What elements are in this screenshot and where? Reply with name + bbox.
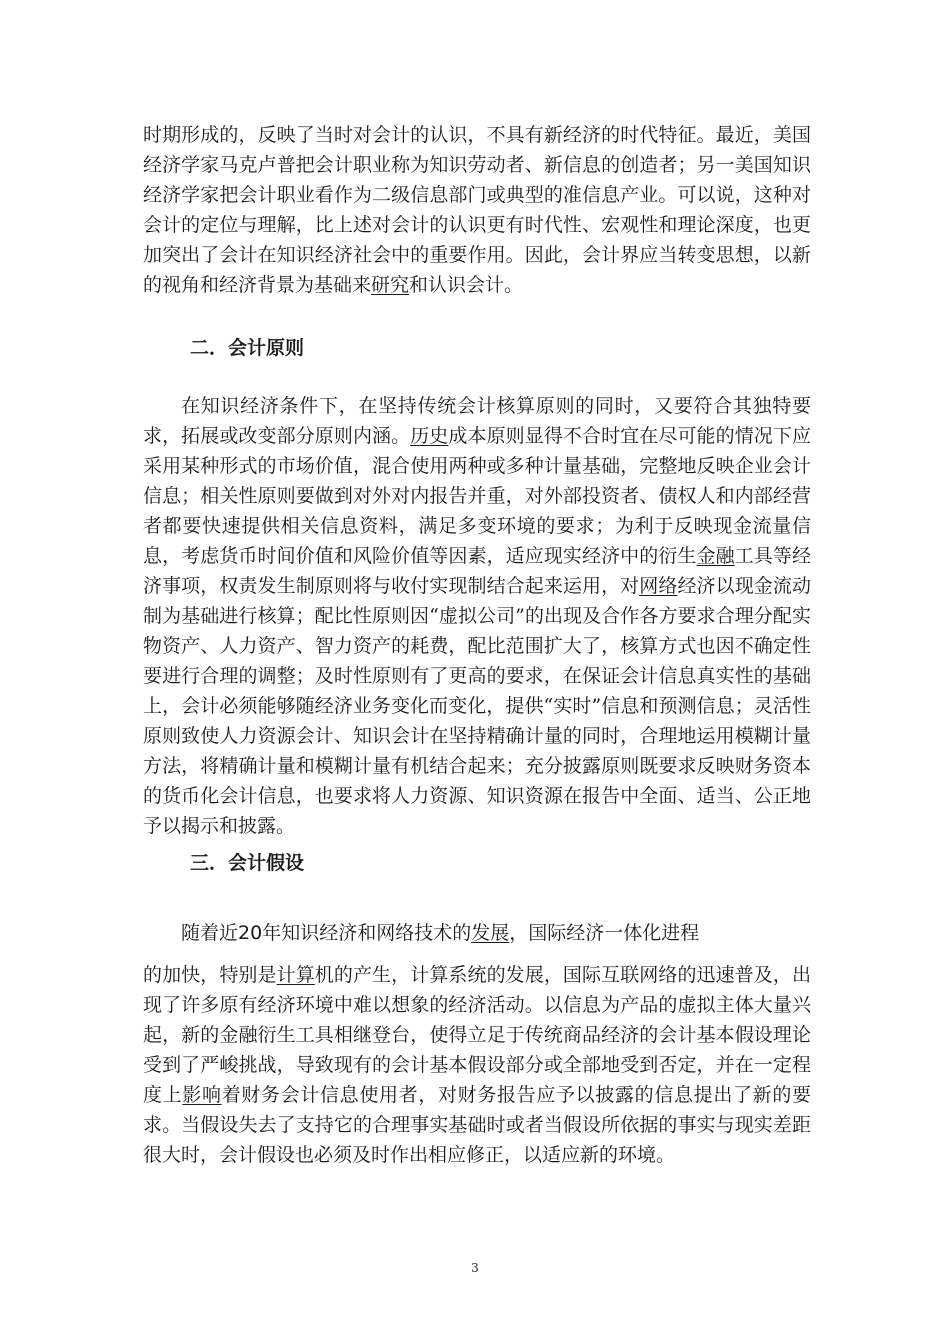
link-history[interactable]: 历史 xyxy=(410,425,449,447)
paragraph-accounting-principles xyxy=(143,391,811,841)
paragraph-text: ，国际经济一体化进程 xyxy=(509,922,700,944)
paragraph-text: 年知识经济和网络技术的 xyxy=(262,922,472,944)
link-finance[interactable]: 金融 xyxy=(696,545,735,567)
paragraph-text: 着财务会计信息使用者，对财务报告应予以披露的信息提出了新的要求。当假设失去了支持它的合理事实基础时或者当假设所依据的事实与现实差距很大时，会计假设也必须及时作出相应修正，以适应新的环境。 xyxy=(143,1084,811,1166)
section-heading-accounting-assumptions: 三．会计假设 xyxy=(190,852,305,874)
paragraph-text: 的加快，特别是 xyxy=(143,964,277,986)
paragraph-assumptions-first-line xyxy=(143,918,811,948)
paragraph-text: 时期形成的，反映了当时对会计的认识，不具有新经济的时代特征。最近，美国经济学家马克卢普把会计职业称为知识劳动者、新信息的创造者；另一美国知识经济学家把会计职业看作为二级信息部门或典型的准信息产业。可以说，这种对会计的定位与理解，比上述对会计的认识更有时代性、宏观性和理论深度，也更加突出了会计在知识经济社会中的重要作用。因此，会计界应当转变思想，以新的视角和经济背景为基础来 xyxy=(143,124,811,296)
link-research[interactable]: 研究 xyxy=(371,274,410,296)
page-number: 3 xyxy=(471,1261,479,1275)
paragraph-text: 成本原则显得不合时宜在尽可能的情况下应采用某种形式的市场价值，混合使用两种或多种计量基础，完整地反映企业会计信息；相关性原则要做到对外对内报告并重，对外部投资者、债权人和内部经营者都要快速提供相关信息资料，满足多变环境的要求；为利于反映现金流量信息，考虑货币时间价值和风险价值等因素，适应现实经济中的衍生 xyxy=(143,425,811,567)
paragraph-text: 经济以现金流动制为基础进行核算；配比性原则因“虚拟公司”的出现及合作各方要求合理分配实物资产、人力资产、智力资产的耗费，配比范围扩大了，核算方式也因不确定性要进行合理的调整；及时性原则有了更高的要求，在保证会计信息真实性的基础上，会计必须能够随经济业务变化而变化，提供“实时”信息和预测信息；灵活性原则致使人力资源会计、知识会计在坚持精确计量的同时，合理地运用模糊计量方法，将精确计量和模糊计量有机结合起来；充分披露原则既要求反映财务资本的货币化会计信息，也要求将人力资源、知识资源在报告中全面、适当、公正地予以揭示和披露。 xyxy=(143,575,811,837)
paragraph-accounting-recognition xyxy=(143,120,811,300)
link-development[interactable]: 发展 xyxy=(471,922,510,944)
paragraph-text: 工具等经济事项，权责发生制原则将与收付实现制结合起来运用，对 xyxy=(143,545,811,597)
paragraph-accounting-assumptions xyxy=(143,960,811,1170)
paragraph-text: 和认识会计。 xyxy=(409,274,524,296)
paragraph-text: 随着近 xyxy=(181,922,239,944)
link-computing[interactable]: 计算 xyxy=(276,964,315,986)
paragraph-text: 机的产生，计算系统的发展，国际互联网络的迅速普及，出现了许多原有经济环境中难以想象的经济活动。以信息为产品的虚拟主体大量兴起，新的金融衍生工具相继登台，使得立足于传统商品经济的会计基本假设理论受到了严峻挑战，导致现有的会计基本假设部分或全部地受到否定，并在一定程度上 xyxy=(143,964,811,1106)
link-network[interactable]: 网络 xyxy=(639,575,678,597)
section-heading-accounting-principles: 二．会计原则 xyxy=(190,337,305,359)
number-twenty: 20 xyxy=(238,922,263,944)
paragraph-text: 在知识经济条件下，在坚持传统会计核算原则的同时，又要符合其独特要求，拓展或改变部分原则内涵。 xyxy=(143,395,811,447)
link-influence[interactable]: 影响 xyxy=(182,1084,222,1106)
